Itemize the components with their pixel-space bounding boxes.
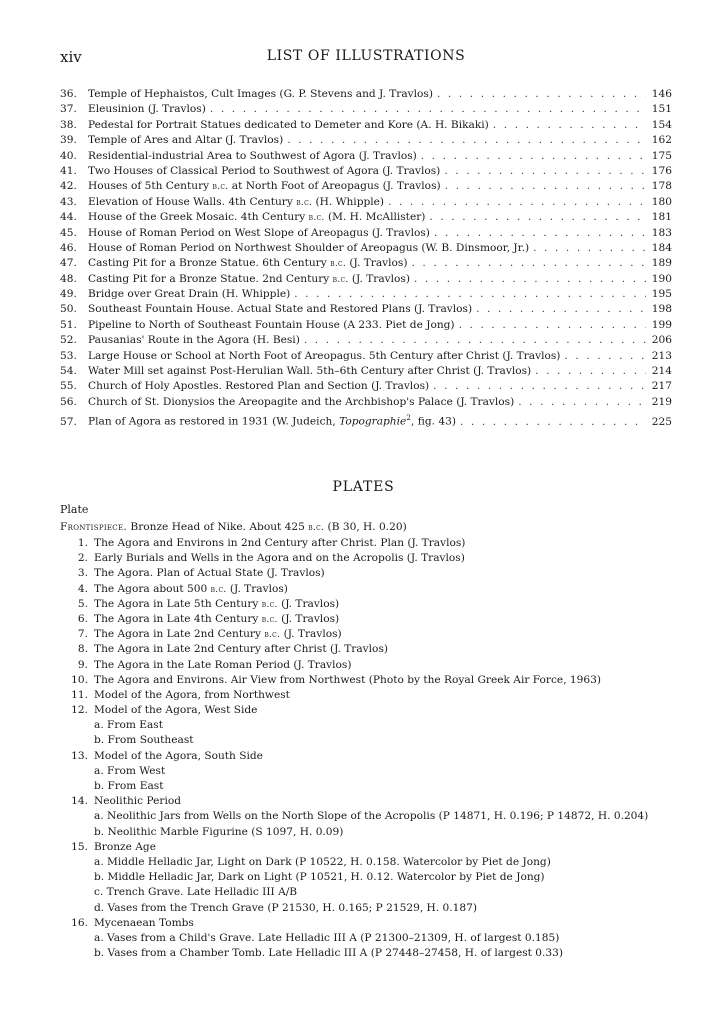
plate-title: Neolithic Period bbox=[94, 795, 181, 808]
plate-subitem: a. From West bbox=[94, 764, 166, 777]
illustration-page: 217 bbox=[651, 380, 672, 393]
dot-leader bbox=[476, 302, 646, 317]
plate-entry bbox=[60, 916, 680, 962]
illustration-page: 198 bbox=[651, 303, 672, 316]
illustration-title: Pedestal for Portrait Statues dedicated to Demeter and Kore (A. H. Bikaki) bbox=[88, 118, 489, 131]
illustration-title: Water Mill set against Post-Herulian Wall. 5th–6th Century after Christ (J. Travlos) bbox=[88, 365, 532, 378]
illustration-number: 37. bbox=[60, 103, 77, 116]
plate-subitem: b. Neolithic Marble Figurine (S 1097, H. 0.09) bbox=[94, 825, 344, 838]
illustration-page: 154 bbox=[651, 118, 672, 131]
plate-row bbox=[60, 566, 680, 581]
illustration-number: 46. bbox=[60, 241, 77, 254]
illustration-number: 55. bbox=[60, 380, 77, 393]
illustration-title: Large House or School at North Foot of Areopagus. 5th Century after Christ (J. Travlos) bbox=[88, 349, 561, 362]
plates-heading: PLATES bbox=[332, 479, 395, 495]
illustration-number: 52. bbox=[60, 334, 77, 347]
illustration-number: 40. bbox=[60, 149, 77, 162]
plate-number: 5. bbox=[77, 597, 88, 610]
illustration-title: Church of St. Dionysios the Areopagite and the Archbishop's Palace (J. Travlos) bbox=[88, 395, 515, 408]
dot-leader bbox=[564, 349, 646, 364]
plate-number: 12. bbox=[71, 704, 88, 717]
dot-leader bbox=[459, 318, 646, 333]
plate-title: The Agora in Late 2nd Century b.c. (J. Travlos) bbox=[94, 628, 342, 641]
illustration-entry bbox=[60, 226, 672, 241]
illustration-title: House of Roman Period on West Slope of Areopagus (J. Travlos) bbox=[88, 226, 430, 239]
plate-subitem: a. From East bbox=[94, 719, 163, 732]
illustration-number: 54. bbox=[60, 365, 77, 378]
plate-entry bbox=[60, 673, 680, 688]
illustration-number: 36. bbox=[60, 88, 77, 100]
illustration-number: 39. bbox=[60, 134, 77, 147]
illustration-number: 53. bbox=[60, 349, 77, 362]
plate-entry bbox=[60, 642, 680, 657]
plate-entry bbox=[60, 597, 680, 612]
illustration-entry bbox=[60, 364, 672, 379]
plate-title: Mycenaean Tombs bbox=[94, 916, 194, 929]
illustration-number: 42. bbox=[60, 180, 77, 193]
plate-row bbox=[60, 703, 680, 718]
dot-leader bbox=[414, 272, 646, 287]
illustration-entry bbox=[60, 410, 672, 428]
plate-subitem: c. Trench Grave. Late Helladic III A/B bbox=[94, 886, 298, 899]
illustration-entry bbox=[60, 118, 672, 133]
illustration-title: Elevation of House Walls. 4th Century b.c. (H. Whipple) bbox=[88, 195, 385, 208]
illustration-title: Temple of Hephaistos, Cult Images (G. P. Stevens and J. Travlos) bbox=[88, 88, 433, 100]
illustration-page: 180 bbox=[651, 195, 672, 208]
illustration-page: 151 bbox=[651, 103, 672, 116]
plate-subitem: a. Vases from a Child's Grave. Late Helladic III A (P 21300–21309, H. of largest 0.185) bbox=[94, 931, 560, 944]
plate-number: 16. bbox=[71, 916, 88, 929]
dot-leader bbox=[411, 256, 646, 271]
illustration-title: Houses of 5th Century b.c. at North Foot of Areopagus (J. Travlos) bbox=[88, 180, 441, 193]
frontispiece-label: Frontispiece. bbox=[60, 521, 128, 533]
illustration-number: 47. bbox=[60, 257, 77, 270]
plate-subitem: d. Vases from the Trench Grave (P 21530, H. 0.165; P 21529, H. 0.187) bbox=[94, 901, 477, 914]
dot-leader bbox=[210, 102, 646, 117]
plate-row bbox=[60, 749, 680, 764]
plate-entry bbox=[60, 688, 680, 703]
illustration-entry bbox=[60, 102, 672, 117]
plate-title: Model of the Agora, West Side bbox=[94, 704, 258, 717]
plate-number: 15. bbox=[71, 840, 88, 853]
plate-row bbox=[60, 673, 680, 688]
illustration-page: 195 bbox=[651, 288, 672, 301]
page-header bbox=[60, 48, 672, 68]
plate-entry bbox=[60, 612, 680, 627]
plate-number: 7. bbox=[77, 628, 88, 641]
plate-entry bbox=[60, 794, 680, 840]
plate-number: 9. bbox=[77, 658, 88, 671]
plate-title: Model of the Agora, South Side bbox=[94, 749, 263, 762]
illustration-title: House of Roman Period on Northwest Shoulder of Areopagus (W. B. Dinsmoor, Jr.) bbox=[88, 241, 530, 254]
plate-entry bbox=[60, 582, 680, 597]
dot-leader bbox=[444, 164, 646, 179]
illustration-entry bbox=[60, 272, 672, 287]
plate-number: 1. bbox=[77, 537, 88, 549]
plate-row bbox=[60, 536, 680, 551]
illustration-page: 225 bbox=[651, 415, 672, 428]
plate-subitem: b. Vases from a Chamber Tomb. Late Helladic III A (P 27448–27458, H. of largest 0.33) bbox=[94, 947, 563, 960]
plate-row bbox=[60, 658, 680, 673]
plate-title: Early Burials and Wells in the Agora and on the Acropolis (J. Travlos) bbox=[94, 552, 465, 565]
plate-row bbox=[60, 612, 680, 627]
dot-leader bbox=[304, 333, 646, 348]
illustration-page: 214 bbox=[651, 365, 672, 378]
plate-subitem: a. Middle Helladic Jar, Light on Dark (P 10522, H. 0.158. Watercolor by Piet de Jong) bbox=[94, 855, 551, 868]
plate-row bbox=[60, 916, 680, 931]
plate-title: Bronze Age bbox=[94, 840, 156, 853]
plate-row bbox=[60, 551, 680, 566]
illustration-entry bbox=[60, 318, 672, 333]
plate-subitem: b. Middle Helladic Jar, Dark on Light (P 10521, H. 0.12. Watercolor by Piet de Jong) bbox=[94, 871, 545, 884]
illustration-entry bbox=[60, 333, 672, 348]
illustration-page: 178 bbox=[651, 180, 672, 193]
illustration-page: 162 bbox=[651, 134, 672, 147]
plate-number: 14. bbox=[71, 795, 88, 808]
illustration-page: 190 bbox=[651, 272, 672, 285]
illustration-number: 43. bbox=[60, 195, 77, 208]
dot-leader bbox=[533, 241, 646, 256]
illustration-page: 183 bbox=[651, 226, 672, 239]
plate-row bbox=[60, 794, 680, 809]
frontispiece-entry bbox=[60, 521, 407, 533]
plate-row bbox=[60, 597, 680, 612]
plate-number: 4. bbox=[77, 582, 88, 595]
dot-leader bbox=[421, 149, 646, 164]
illustration-entry bbox=[60, 87, 672, 102]
plate-subitem: a. Neolithic Jars from Wells on the North Slope of the Acropolis (P 14871, H. 0.196; P 14872, H. 0.204) bbox=[94, 810, 649, 823]
illustration-page: 146 bbox=[651, 88, 672, 100]
illustration-number: 48. bbox=[60, 272, 77, 285]
plates-list bbox=[60, 536, 680, 961]
page-number: xiv bbox=[60, 48, 82, 66]
illustration-title: House of the Greek Mosaic. 4th Century b.c. (M. H. McAllister) bbox=[88, 211, 426, 224]
illustration-number: 45. bbox=[60, 226, 77, 239]
illustration-entry bbox=[60, 349, 672, 364]
illustration-number: 51. bbox=[60, 318, 77, 331]
dot-leader bbox=[437, 87, 646, 102]
plate-number: 10. bbox=[71, 673, 88, 686]
illustration-title: Bridge over Great Drain (H. Whipple) bbox=[88, 288, 291, 301]
frontispiece-text: Bronze Head of Nike. About 425 b.c. (B 30, H. 0.20) bbox=[130, 521, 407, 533]
illustration-title: Residential-industrial Area to Southwest of Agora (J. Travlos) bbox=[88, 149, 417, 162]
illustration-page: 206 bbox=[651, 334, 672, 347]
dot-leader bbox=[294, 287, 646, 302]
illustration-number: 38. bbox=[60, 118, 77, 131]
plate-entry bbox=[60, 749, 680, 795]
plate-entry bbox=[60, 566, 680, 581]
illustration-number: 44. bbox=[60, 211, 77, 224]
dot-leader bbox=[518, 395, 646, 410]
illustration-page: 176 bbox=[651, 164, 672, 177]
illustration-page: 199 bbox=[651, 318, 672, 331]
plate-number: 11. bbox=[71, 688, 88, 701]
dot-leader bbox=[388, 195, 646, 210]
plate-number: 2. bbox=[77, 552, 88, 565]
plate-row bbox=[60, 582, 680, 597]
plate-entry bbox=[60, 703, 680, 749]
plate-title: The Agora in Late 2nd Century after Christ (J. Travlos) bbox=[94, 643, 389, 656]
illustration-page: 181 bbox=[651, 211, 672, 224]
plate-entry bbox=[60, 627, 680, 642]
plate-entry bbox=[60, 840, 680, 916]
illustration-number: 41. bbox=[60, 164, 77, 177]
dot-leader bbox=[493, 118, 646, 133]
dot-leader bbox=[460, 415, 646, 430]
plate-entry bbox=[60, 536, 680, 551]
illustration-number: 56. bbox=[60, 395, 77, 408]
dot-leader bbox=[434, 226, 646, 241]
plate-number: 3. bbox=[77, 567, 88, 580]
plate-title: The Agora and Environs in 2nd Century after Christ. Plan (J. Travlos) bbox=[94, 537, 466, 549]
illustration-title: Casting Pit for a Bronze Statue. 2nd Century b.c. (J. Travlos) bbox=[88, 272, 410, 285]
illustration-page: 175 bbox=[651, 149, 672, 162]
illustration-page: 213 bbox=[651, 349, 672, 362]
illustration-entry bbox=[60, 149, 672, 164]
illustration-number: 57. bbox=[60, 415, 77, 428]
illustration-title: Eleusinion (J. Travlos) bbox=[88, 103, 206, 116]
plate-entry bbox=[60, 551, 680, 566]
illustration-title: Temple of Ares and Altar (J. Travlos) bbox=[88, 134, 284, 147]
illustration-entry bbox=[60, 287, 672, 302]
dot-leader bbox=[429, 210, 646, 225]
dot-leader bbox=[535, 364, 646, 379]
plate-row bbox=[60, 642, 680, 657]
illustration-entry bbox=[60, 195, 672, 210]
illustration-entry bbox=[60, 210, 672, 225]
illustration-title: Casting Pit for a Bronze Statue. 6th Century b.c. (J. Travlos) bbox=[88, 257, 408, 270]
illustration-entry bbox=[60, 302, 672, 317]
plate-title: The Agora and Environs. Air View from Northwest (Photo by the Royal Greek Air Force, 1963) bbox=[94, 673, 602, 686]
illustration-number: 50. bbox=[60, 303, 77, 316]
dot-leader bbox=[287, 133, 646, 148]
dot-leader bbox=[445, 179, 646, 194]
illustration-page: 184 bbox=[651, 241, 672, 254]
plate-title: The Agora about 500 b.c. (J. Travlos) bbox=[94, 582, 288, 595]
illustration-entry bbox=[60, 256, 672, 271]
illustrations-list bbox=[60, 87, 672, 426]
plate-row bbox=[60, 688, 680, 703]
illustration-entry bbox=[60, 164, 672, 179]
illustration-entry bbox=[60, 395, 672, 410]
plate-number: 8. bbox=[77, 643, 88, 656]
illustration-number: 49. bbox=[60, 288, 77, 301]
illustration-entry bbox=[60, 241, 672, 256]
plate-row bbox=[60, 627, 680, 642]
plate-column-label: Plate bbox=[60, 503, 89, 516]
illustration-entry bbox=[60, 379, 672, 394]
plate-subitem: b. From East bbox=[94, 780, 164, 792]
plate-title: The Agora in Late 5th Century b.c. (J. Travlos) bbox=[94, 597, 340, 610]
plate-title: The Agora in Late 4th Century b.c. (J. Travlos) bbox=[94, 612, 340, 625]
plate-title: Model of the Agora, from Northwest bbox=[94, 688, 290, 701]
dot-leader bbox=[433, 379, 646, 394]
running-title: LIST OF ILLUSTRATIONS bbox=[266, 48, 466, 64]
plate-entry bbox=[60, 658, 680, 673]
illustration-page: 189 bbox=[651, 257, 672, 270]
plate-row bbox=[60, 840, 680, 855]
illustration-title: Southeast Fountain House. Actual State and Restored Plans (J. Travlos) bbox=[88, 303, 473, 316]
plate-number: 13. bbox=[71, 749, 88, 762]
plate-title: The Agora in the Late Roman Period (J. Travlos) bbox=[94, 658, 352, 671]
plate-title: The Agora. Plan of Actual State (J. Travlos) bbox=[94, 567, 325, 580]
illustration-title: Pausanias' Route in the Agora (H. Besi) bbox=[88, 334, 300, 347]
illustration-title: Pipeline to North of Southeast Fountain House (A 233. Piet de Jong) bbox=[88, 318, 455, 331]
illustration-title: Plan of Agora as restored in 1931 (W. Judeich, Topographie$^2$, fig. 43) bbox=[88, 413, 456, 428]
illustration-entry bbox=[60, 179, 672, 194]
plate-subitem: b. From Southeast bbox=[94, 734, 194, 747]
illustration-page: 219 bbox=[651, 395, 672, 408]
plate-number: 6. bbox=[77, 612, 88, 625]
illustration-title: Church of Holy Apostles. Restored Plan and Section (J. Travlos) bbox=[88, 380, 430, 393]
illustration-entry bbox=[60, 133, 672, 148]
illustration-title: Two Houses of Classical Period to Southwest of Agora (J. Travlos) bbox=[88, 164, 441, 177]
